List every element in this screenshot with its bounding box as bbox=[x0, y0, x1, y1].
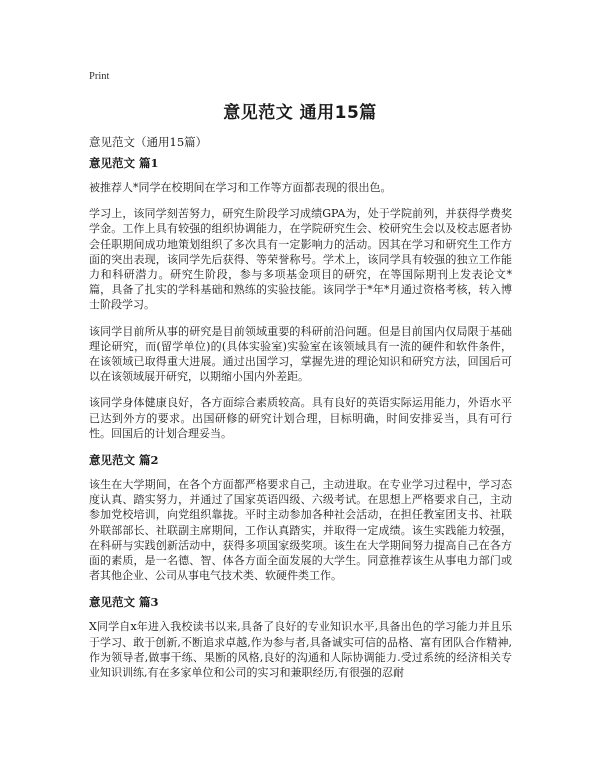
section-1-paragraph-2: 学习上，该同学刻苦努力，研究生阶段学习成绩GPA为，处于学院前列，并获得学费奖学金。工作上具有较强的组织协调能力，在学院研究生会、校研究生会以及校志愿者协会任职期间成功地策划组织了多次具有一定影响力的活动。因其在学习和研究生工作方面的突出表现，该同学先后获得、等荣誉称号。学术上，该同学具有较强的独立工作能力和科研潜力。研究生阶段，参与多项基金项目的研究，在等国际期刊上发表论文*篇，具备了扎实的学科基础和熟练的实验技能。该同学于*年*月通过资格考核，转入博士阶段学习。 bbox=[89, 207, 512, 312]
section-heading-1: 意见范文 篇1 bbox=[89, 156, 159, 170]
section-1-paragraph-3: 该同学目前所从事的研究是目前领域重要的科研前沿问题。但是目前国内仅局限于基础理论研究，而(留学单位)的(具体实验室)实验室在该领域具有一流的硬件和软件条件，在该领域已取得重大进展。通过出国学习，掌握先进的理论知识和研究方法，回国后可以在该领域展开研究，以期缩小国内外差距。 bbox=[89, 324, 512, 384]
section-heading-2: 意见范文 篇2 bbox=[89, 453, 159, 468]
document-title: 意见范文 通用15篇 bbox=[223, 103, 377, 123]
section-heading-3: 意见范文 篇3 bbox=[89, 595, 159, 610]
section-3-paragraph-1: X同学自x年进入我校读书以来,具备了良好的专业知识水平,具备出色的学习能力并且乐于学习、敢于创新,不断追求卓越,作为参与者,具备诚实可信的品格、富有团队合作精神,作为领导者,做事干练、果断的风格,良好的沟通和人际协调能力.受过系统的经济相关专业知识训练,有在多家单位和公司的实习和兼职经历,有很强的忍耐 bbox=[89, 620, 512, 680]
section-2-paragraph-1: 该生在大学期间，在各个方面都严格要求自己，主动进取。在专业学习过程中，学习态度认真、踏实努力，并通过了国家英语四级、六级考试。在思想上严格要求自己，主动参加党校培训，向党组织靠拢。平时主动参加各种社会活动，在担任教室团支书、社联外联部部长、社联副主席期间，工作认真踏实，并取得一定成绩。该生实践能力较强，在科研与实践创新活动中，获得多项国家级奖项。该生在大学期间努力提高自己在各方面的素质，是一名德、智、体各方面全面发展的大学生。同意推荐该生从事电力部门或者其他企业、公司从事电气技术类、软硬件类工作。 bbox=[89, 478, 512, 583]
section-1-paragraph-4: 该同学身体健康良好，各方面综合素质较高。具有良好的英语实际运用能力，外语水平已达到外方的要求。出国研修的研究计划合理，目标明确，时间安排妥当，具有可行性。回国后的计划合理妥当。 bbox=[89, 396, 512, 440]
print-link[interactable]: Print bbox=[89, 71, 110, 82]
section-1-paragraph-1: 被推荐人*同学在校期间在学习和工作等方面都表现的很出色。 bbox=[89, 181, 392, 194]
document-body bbox=[89, 155, 512, 691]
document-subtitle: 意见范文（通用15篇） bbox=[89, 135, 208, 149]
